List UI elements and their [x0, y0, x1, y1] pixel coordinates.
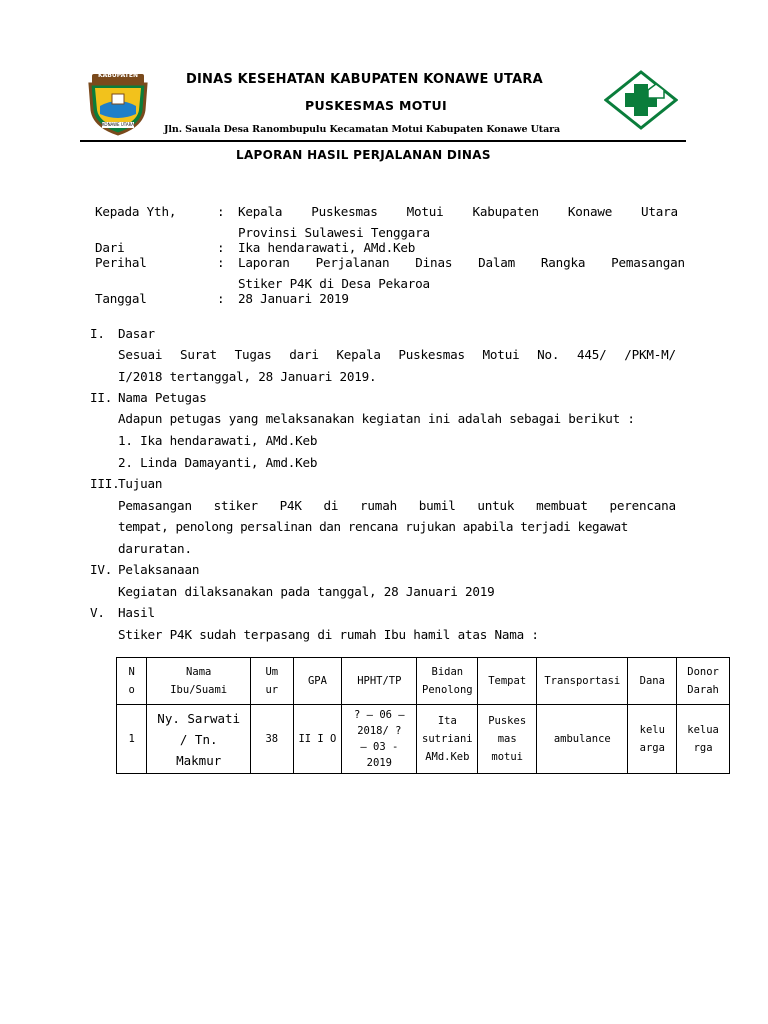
page-title: LAPORAN HASIL PERJALANAN DINAS: [236, 148, 491, 162]
tujuan-word: di: [323, 498, 339, 513]
dari-colon: :: [217, 240, 225, 255]
cell-bidan: Ita sutriani AMd.Keb: [417, 705, 478, 774]
header-dana: Dana: [628, 658, 677, 705]
cell-hpht: ? – 06 – 2018/ ? – 03 - 2019: [342, 705, 417, 774]
tanggal-colon: :: [217, 291, 225, 306]
tujuan-word: untuk: [477, 498, 515, 513]
dasar-word: Surat: [179, 347, 217, 362]
dasar-word: Kepala: [336, 347, 381, 362]
section-title-petugas: Nama Petugas: [118, 390, 207, 405]
header-puskesmas: PUSKESMAS MOTUI: [305, 98, 447, 113]
section-title-hasil: Hasil: [118, 605, 155, 620]
kepada-word: Utara: [641, 204, 678, 219]
kepada-word: Puskesmas: [311, 204, 378, 219]
perihal-value-line2: Stiker P4K di Desa Pekaroa: [238, 276, 430, 291]
tujuan-word: stiker: [213, 498, 258, 513]
tujuan-word: bumil: [418, 498, 456, 513]
puskesmas-cross-icon: [604, 70, 678, 130]
kabupaten-emblem-icon: [82, 70, 154, 136]
section-number: III.: [90, 476, 120, 491]
petugas-item: 1. Ika hendarawati, AMd.Keb: [118, 433, 318, 448]
pelaksanaan-text: Kegiatan dilaksanakan pada tanggal, 28 Januari 2019: [118, 584, 495, 599]
tujuan-word: Pemasangan: [118, 498, 192, 513]
section-title-pelaksanaan: Pelaksanaan: [118, 562, 200, 577]
section-number: II.: [90, 390, 113, 405]
perihal-word: Rangka: [540, 255, 586, 270]
dasar-word: Motui: [482, 347, 520, 362]
cell-donor: kelua rga: [677, 705, 730, 774]
dari-value: Ika hendarawati, AMd.Keb: [238, 240, 416, 255]
header-gpa: GPA: [293, 658, 342, 705]
tujuan-line2: tempat, penolong persalinan dan rencana rujukan apabila terjadi kegawat: [118, 519, 628, 534]
kepada-colon: :: [217, 204, 225, 219]
section-title-dasar: Dasar: [118, 326, 155, 341]
header-address: Jln. Sauala Desa Ranombupulu Kecamatan Motui Kabupaten Konawe Utara: [164, 124, 561, 135]
kepada-word: Kepala: [238, 204, 283, 219]
kepada-word: Kabupaten: [472, 204, 539, 219]
kepada-value-line2: Provinsi Sulawesi Tenggara: [238, 225, 430, 240]
dasar-word: Tugas: [234, 347, 272, 362]
header-transportasi: Transportasi: [537, 658, 628, 705]
perihal-word: Dalam: [478, 255, 516, 270]
dasar-word: dari: [289, 347, 319, 362]
cell-no: 1: [117, 705, 147, 774]
emblem-text: KABUPATEN: [98, 72, 138, 79]
header-nama: Nama Ibu/Suami: [147, 658, 251, 705]
header-bidan: Bidan Penolong: [417, 658, 478, 705]
header-agency: DINAS KESEHATAN KABUPATEN KONAWE UTARA: [186, 72, 543, 87]
section-number: V.: [90, 605, 105, 620]
dasar-word: No.: [537, 347, 560, 362]
header-donor: Donor Darah: [677, 658, 730, 705]
cell-transportasi: ambulance: [537, 705, 628, 774]
tanggal-value: 28 Januari 2019: [238, 291, 349, 306]
hasil-text: Stiker P4K sudah terpasang di rumah Ibu hamil atas Nama :: [118, 627, 539, 642]
kepada-word: Motui: [406, 204, 444, 219]
dasar-line2: I/2018 tertanggal, 28 Januari 2019.: [118, 369, 377, 384]
table-row: [117, 705, 730, 774]
kepada-value: [238, 204, 678, 219]
petugas-intro: Adapun petugas yang melaksanakan kegiatan ini adalah sebagai berikut :: [118, 411, 635, 426]
petugas-item: 2. Linda Damayanti, Amd.Keb: [118, 455, 318, 470]
tujuan-word: P4K: [279, 498, 302, 513]
tujuan-word: rumah: [360, 498, 397, 513]
section-number: IV.: [90, 562, 113, 577]
perihal-colon: :: [217, 255, 225, 270]
cell-umur: 38: [250, 705, 293, 774]
tujuan-line3: daruratan.: [118, 541, 192, 556]
section-title-tujuan: Tujuan: [118, 476, 163, 491]
cell-dana: kelu arga: [628, 705, 677, 774]
tujuan-line1: [118, 498, 676, 513]
tujuan-word: perencana: [609, 498, 676, 513]
cell-tempat: Puskes mas motui: [478, 705, 537, 774]
perihal-word: Dinas: [415, 255, 453, 270]
perihal-value: [238, 255, 685, 270]
cell-nama: Ny. Sarwati / Tn. Makmur: [147, 705, 251, 774]
dasar-line1: [118, 347, 676, 362]
perihal-word: Perjalanan: [315, 255, 390, 270]
cell-gpa: II I O: [293, 705, 342, 774]
perihal-label: Perihal: [95, 255, 147, 270]
tanggal-label: Tanggal: [95, 291, 147, 306]
kepada-word: Konawe: [567, 204, 613, 219]
hasil-table: [116, 657, 730, 774]
header-divider: [80, 140, 686, 142]
dasar-word: 445/: [577, 347, 607, 362]
section-number: I.: [90, 326, 105, 341]
dasar-word: Puskesmas: [398, 347, 465, 362]
perihal-word: Pemasangan: [611, 255, 685, 270]
dasar-word: Sesuai: [118, 347, 163, 362]
table-header-row: [117, 658, 730, 705]
header-hpht: HPHT/TP: [342, 658, 417, 705]
dari-label: Dari: [95, 240, 125, 255]
header-tempat: Tempat: [478, 658, 537, 705]
perihal-word: Laporan: [238, 255, 290, 270]
tujuan-word: membuat: [536, 498, 588, 513]
emblem-bottom-text: KONAWE UTARA: [102, 122, 134, 127]
header-umur: Um ur: [250, 658, 293, 705]
kepada-label: Kepada Yth,: [95, 204, 177, 219]
dasar-word: /PKM-M/: [624, 347, 676, 362]
header-no: N o: [117, 658, 147, 705]
